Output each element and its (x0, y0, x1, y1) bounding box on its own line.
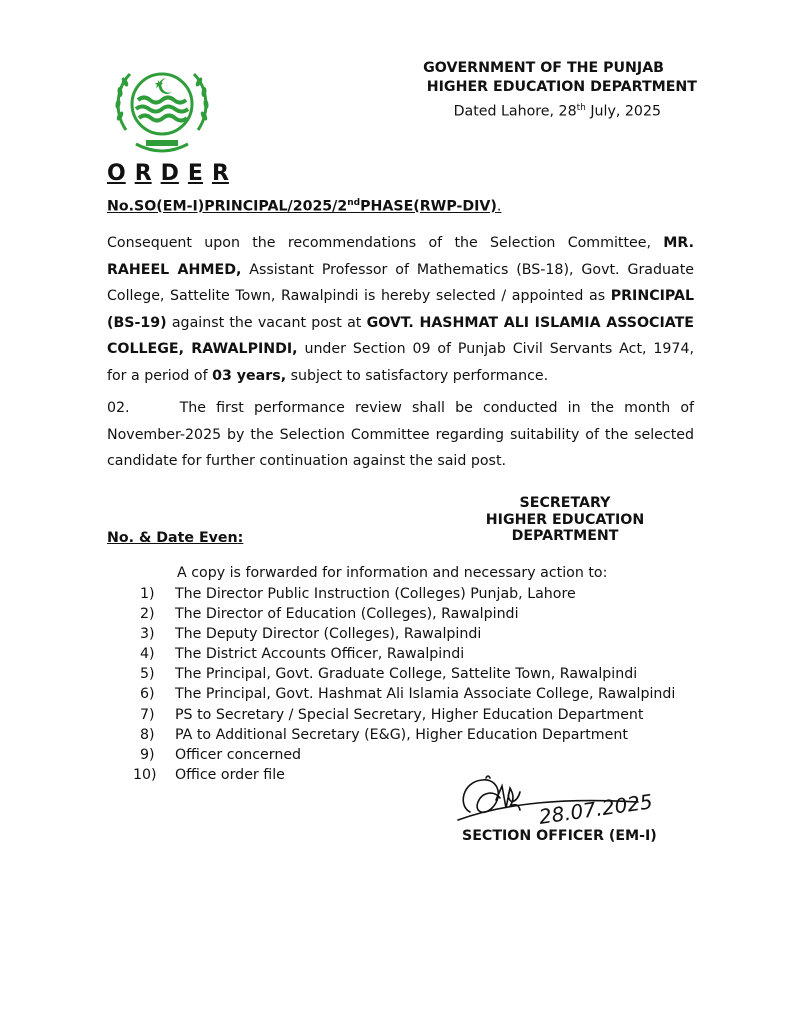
order-paragraph-2: 02. The first performance review shall be conducted in the month of November-2025 by the Selection Committee regarding suitability of the selected candidate for further continuation against the said post. (107, 400, 694, 470)
department-heading: HIGHER EDUCATION DEPARTMENT (426, 79, 697, 95)
handwritten-signature (448, 772, 658, 834)
distribution-list (107, 584, 675, 785)
government-heading: GOVERNMENT OF THE PUNJAB (423, 60, 664, 76)
copy-heading: No. & Date Even: (107, 530, 244, 546)
list-item: 4) The District Accounts Officer, Rawalpindi (140, 646, 465, 663)
order-reference-number: No.SO(EM-I)PRINCIPAL/2025/2ndPHASE(RWP-DIV). (107, 198, 502, 215)
list-item: 10) Office order file (133, 766, 285, 783)
list-item: 7) PS to Secretary / Special Secretary, Higher Education Department (140, 706, 644, 723)
list-item: 2) The Director of Education (Colleges), Rawalpindi (140, 606, 519, 623)
svg-text:28.07.2025: 28.07.2025 (537, 789, 655, 829)
section-officer-title: SECTION OFFICER (EM-I) (462, 828, 657, 844)
copy-intro: A copy is forwarded for information and necessary action to: (177, 565, 608, 581)
list-item: 6) The Principal, Govt. Hashmat Ali Islamia Associate College, Rawalpindi (140, 686, 676, 703)
list-item: 9) Officer concerned (140, 746, 302, 763)
issue-date: Dated Lahore, 28th July, 2025 (453, 103, 661, 120)
order-paragraph-1: Consequent upon the recommendations of the Selection Committee, MR. RAHEEL AHMED, Assistant Professor of Mathematics (BS-18), Govt. Graduate College, Sattelite Town, Rawalpindi is hereby selected / appointed as PRINCIPAL (BS-19) against the vacant post at GOVT. HASHMAT ALI ISLAMIA ASSOCIATE COLLEGE, RAWALPINDI, under Section 09 of Punjab Civil Servants Act, 1974, for a period of 03 years, subject to satisfactory performance. (107, 235, 694, 384)
secretary-department: HIGHER EDUCATION DEPARTMENT (485, 512, 645, 544)
list-item: 3) The Deputy Director (Colleges), Rawalpindi (140, 626, 482, 643)
punjab-government-logo (106, 58, 218, 158)
list-item: 1) The Director Public Instruction (Colleges) Punjab, Lahore (140, 586, 576, 602)
order-title: O R D E R (107, 161, 229, 186)
secretary-title: SECRETARY (519, 495, 611, 511)
list-item: 5) The Principal, Govt. Graduate College, Sattelite Town, Rawalpindi (140, 666, 638, 683)
list-item: 8) PA to Additional Secretary (E&G), Higher Education Department (140, 726, 628, 743)
